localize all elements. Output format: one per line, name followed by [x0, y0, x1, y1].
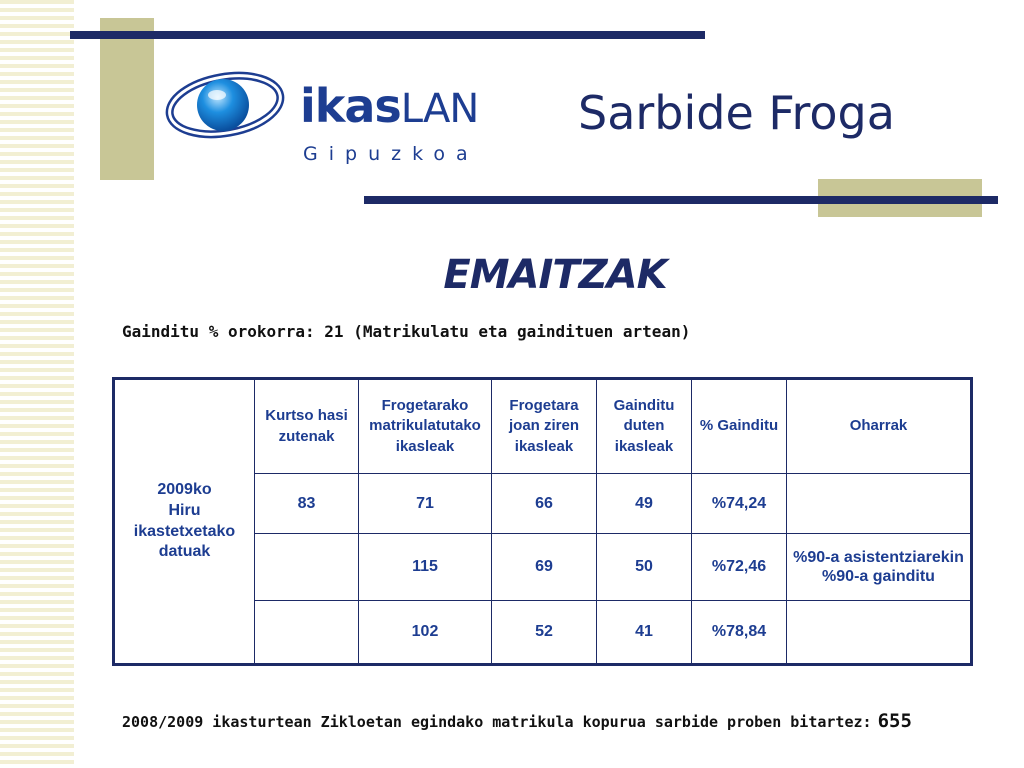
- logo-brand-main: ikas: [300, 79, 401, 133]
- table-cell: 83: [255, 474, 359, 534]
- footer-text: 2008/2009 ikasturtean Zikloetan egindako matrikula kopurua sarbide proben bitartez:: [122, 713, 872, 731]
- table-cell: [255, 534, 359, 601]
- column-header: Frogetara joan ziren ikasleak: [492, 379, 597, 474]
- table-cell: %74,24: [692, 474, 787, 534]
- table-cell: 71: [359, 474, 492, 534]
- overall-pass-summary: Gainditu % orokorra: 21 (Matrikulatu eta gaindituen artean): [122, 322, 691, 341]
- table-cell: 102: [359, 601, 492, 665]
- footer-value: 655: [877, 710, 912, 732]
- table-cell: %78,84: [692, 601, 787, 665]
- table-cell: [787, 474, 972, 534]
- column-header: Oharrak: [787, 379, 972, 474]
- table-cell: 115: [359, 534, 492, 601]
- results-heading: EMAITZAK: [443, 252, 667, 298]
- column-header: Frogetarako matrikulatutako ikasleak: [359, 379, 492, 474]
- row-header-year: 2009ko: [157, 480, 212, 498]
- row-header-cell: [114, 379, 255, 665]
- table-cell: 69: [492, 534, 597, 601]
- row-header-desc: Hiru ikastetxetako datuak: [133, 501, 236, 561]
- logo-wordmark: [300, 79, 478, 133]
- navy-accent-bar-bottom: [364, 196, 998, 204]
- table-cell: 50: [597, 534, 692, 601]
- results-table: [112, 377, 973, 666]
- table-cell: [255, 601, 359, 665]
- table-cell: 66: [492, 474, 597, 534]
- table-cell: %72,46: [692, 534, 787, 601]
- table-cell: 49: [597, 474, 692, 534]
- table-cell: 52: [492, 601, 597, 665]
- column-header: Kurtso hasi zutenak: [255, 379, 359, 474]
- table-cell: %90-a asistentziarekin %90-a gainditu: [787, 534, 972, 601]
- navy-accent-bar-top: [70, 31, 705, 39]
- table-cell: [787, 601, 972, 665]
- logo-subtitle: Gipuzkoa: [303, 143, 479, 165]
- ikaslan-logo: [165, 65, 485, 175]
- olive-accent-bar-left: [100, 18, 154, 180]
- enrollment-footer: [122, 710, 912, 732]
- logo-brand-lan: LAN: [400, 86, 479, 132]
- slide-title: Sarbide Froga: [578, 86, 895, 140]
- table-header-row: [114, 379, 972, 474]
- column-header: % Gainditu: [692, 379, 787, 474]
- table-cell: 41: [597, 601, 692, 665]
- left-stripe-decoration: [0, 0, 74, 768]
- globe-icon: [165, 67, 285, 147]
- column-header: Gainditu duten ikasleak: [597, 379, 692, 474]
